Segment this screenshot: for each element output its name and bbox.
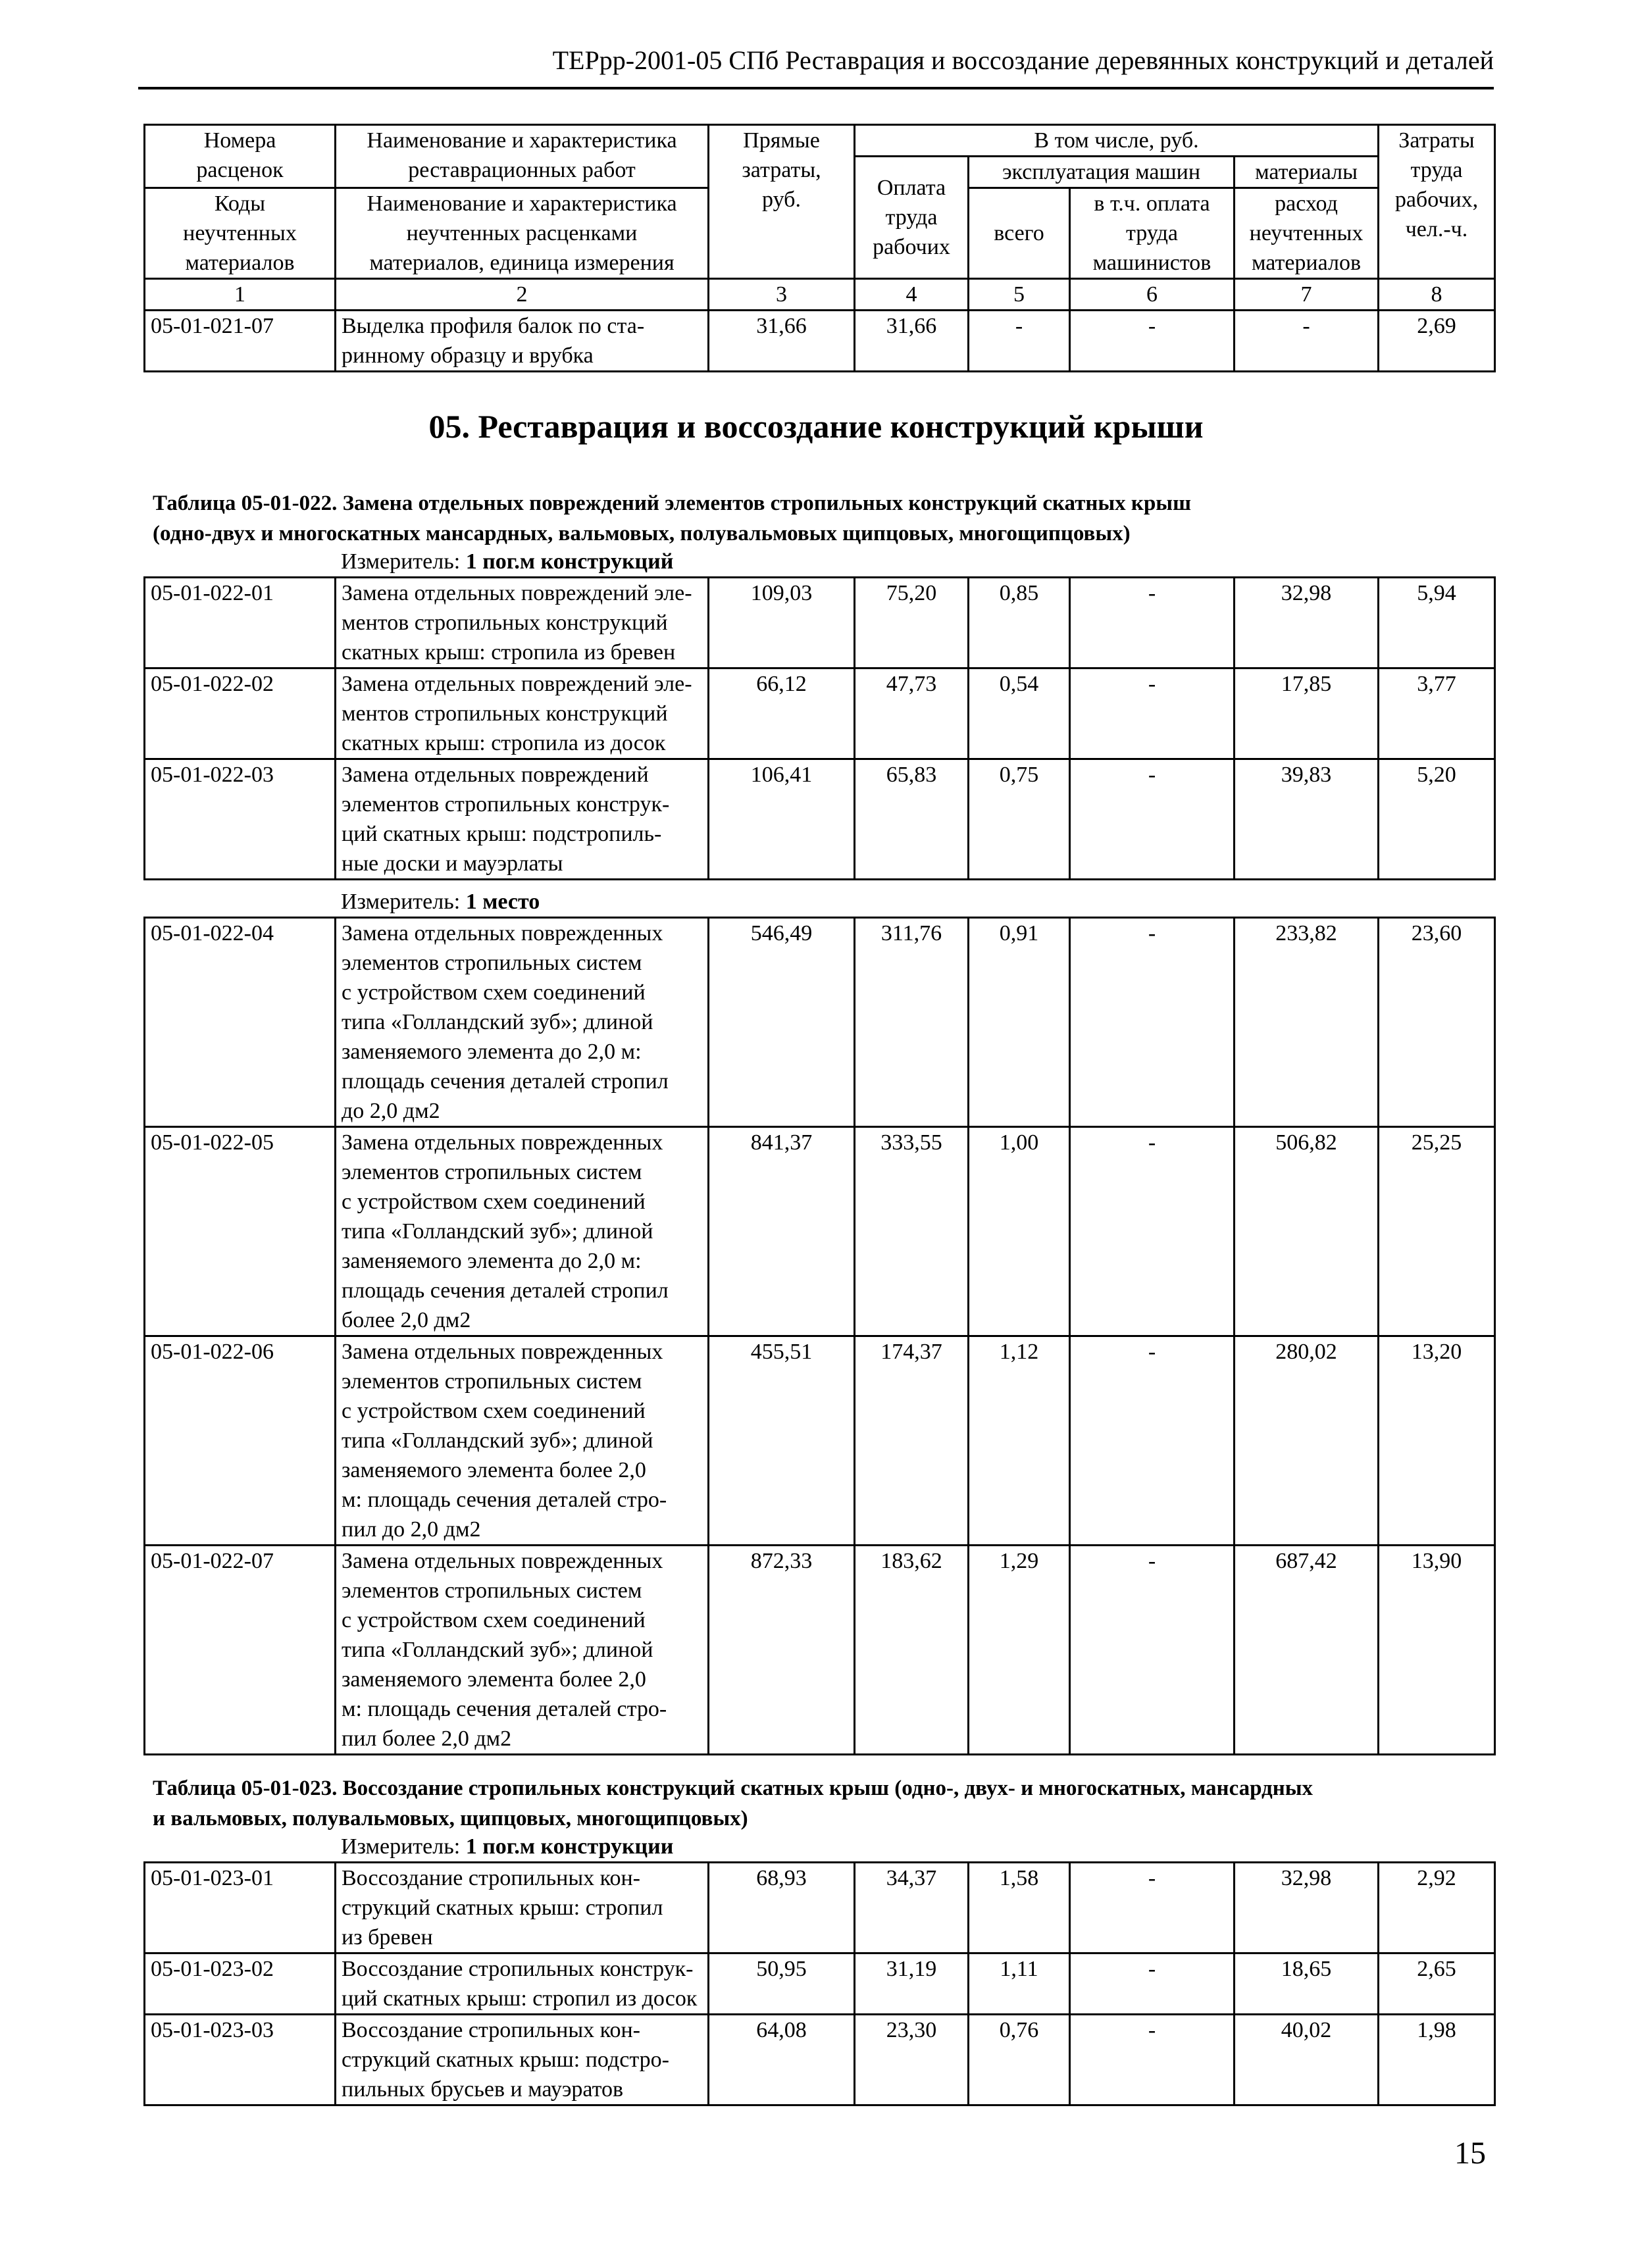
meter-022-2: Измеритель: 1 место (341, 890, 540, 914)
work-description: Воссоздание стропильных конструк- ций скатных крыш: стропил из досок (336, 1953, 709, 2015)
col1-bottom-header: Коды неучтенных материалов (145, 188, 336, 279)
direct-cell: 872,33 (709, 1546, 855, 1755)
hours-cell: 2,65 (1379, 1953, 1495, 2015)
labor-cell: 34,37 (855, 1863, 969, 1953)
labor-cell: 311,76 (855, 918, 969, 1127)
materials-cell: 280,02 (1235, 1336, 1379, 1546)
table-row (145, 1546, 1495, 1755)
rate-code: 05-01-022-02 (145, 668, 336, 759)
meter-023: Измеритель: 1 пог.м конструкции (341, 1834, 674, 1859)
table-row (145, 759, 1495, 880)
direct-cell: 64,08 (709, 2015, 855, 2105)
machines-total-cell: 1,12 (969, 1336, 1070, 1546)
page-number: 15 (1454, 2136, 1486, 2171)
direct-cell: 546,49 (709, 918, 855, 1127)
table-022-group1 (143, 576, 1496, 880)
direct-cell: 841,37 (709, 1127, 855, 1336)
labor-cell: 333,55 (855, 1127, 969, 1336)
machines-total-cell: 0,76 (969, 2015, 1070, 2105)
work-description: Замена отдельных повреждений эле- ментов стропильных конструкций скатных крыш: стропила из бревен (336, 578, 709, 668)
materials-cell: 506,82 (1235, 1127, 1379, 1336)
direct-cell: 106,41 (709, 759, 855, 880)
machines-total-cell: 0,54 (969, 668, 1070, 759)
machinist-pay-cell: - (1070, 759, 1235, 880)
work-description: Замена отдельных поврежденных элементов стропильных систем с устройством схем соединений типа «Голландский зуб»; длиной заменяемого элемента до 2,0 м: площадь сечения деталей стропил до 2,0 дм2 (336, 918, 709, 1127)
running-header: ТЕРрр-2001-05 СПб Реставрация и воссоздание деревянных конструкций и деталей (552, 45, 1494, 75)
table-023 (143, 1861, 1496, 2106)
machines-total-cell: 0,75 (969, 759, 1070, 880)
machines-total-cell: 0,91 (969, 918, 1070, 1127)
column-numbers-row: 1 2 3 4 5 6 7 8 (145, 279, 1495, 311)
rate-code: 05-01-022-06 (145, 1336, 336, 1546)
labor-cell: 47,73 (855, 668, 969, 759)
table-row (145, 1336, 1495, 1546)
machinist-pay-cell: - (1070, 1863, 1235, 1953)
machinist-pay-cell: - (1070, 668, 1235, 759)
direct-cell: 455,51 (709, 1336, 855, 1546)
machines-total-cell: 0,85 (969, 578, 1070, 668)
direct-cell: 50,95 (709, 1953, 855, 2015)
materials-cell: 18,65 (1235, 1953, 1379, 2015)
table-row: 05-01-021-07 Выделка профиля балок по ста- ринному образцу и врубка 31,66 31,66 - - - 2,69 (145, 311, 1495, 372)
table-row (145, 918, 1495, 1127)
work-description: Воссоздание стропильных кон- струкций скатных крыш: стропил из бревен (336, 1863, 709, 1953)
col2-top-header: Наименование и характеристика реставрационных работ (336, 125, 709, 188)
col2-bottom-header: Наименование и характеристика неучтенных расценками материалов, единица измерения (336, 188, 709, 279)
unaccounted-materials-header: расход неучтенных материалов (1235, 188, 1379, 279)
materials-cell: 17,85 (1235, 668, 1379, 759)
machines-total-header: всего (969, 188, 1070, 279)
machines-total-cell: 1,58 (969, 1863, 1070, 1953)
worker-pay-header: Оплата труда рабочих (855, 157, 969, 279)
direct-cell: 109,03 (709, 578, 855, 668)
labor-cell: 174,37 (855, 1336, 969, 1546)
hours-cell: 23,60 (1379, 918, 1495, 1127)
labor-cell: 23,30 (855, 2015, 969, 2105)
rate-code: 05-01-023-02 (145, 1953, 336, 2015)
table-row (145, 1127, 1495, 1336)
col1-top-header: Номера расценок (145, 125, 336, 188)
rate-code: 05-01-022-04 (145, 918, 336, 1127)
labor-cell: 183,62 (855, 1546, 969, 1755)
labor-hours-header: Затраты труда рабочих, чел.-ч. (1379, 125, 1495, 279)
work-description: Замена отдельных поврежденных элементов стропильных систем с устройством схем соединений типа «Голландский зуб»; длиной заменяемого элемента более 2,0 м: площадь сечения деталей стро- пил более 2,0 дм2 (336, 1546, 709, 1755)
hours-cell: 2,92 (1379, 1863, 1495, 1953)
work-description: Замена отдельных повреждений эле- ментов стропильных конструкций скатных крыш: стропила из досок (336, 668, 709, 759)
machines-total-cell: 1,00 (969, 1127, 1070, 1336)
machinist-pay-cell: - (1070, 578, 1235, 668)
materials-cell: 32,98 (1235, 1863, 1379, 1953)
materials-header: материалы (1235, 157, 1379, 188)
work-description: Замена отдельных поврежденных элементов стропильных систем с устройством схем соединений типа «Голландский зуб»; длиной заменяемого элемента до 2,0 м: площадь сечения деталей стропил более 2,0 дм2 (336, 1127, 709, 1336)
machinist-pay-cell: - (1070, 1127, 1235, 1336)
hours-cell: 13,20 (1379, 1336, 1495, 1546)
table-022-caption: Таблица 05-01-022. Замена отдельных повреждений элементов стропильных конструкций скатных крыш (одно-двух и многоскатных мансардных, вальмовых, полувальмовых щипцовых, многощипцовых) (153, 491, 1191, 545)
hours-cell: 3,77 (1379, 668, 1495, 759)
machinist-pay-cell: - (1070, 918, 1235, 1127)
work-description: Воссоздание стропильных кон- струкций скатных крыш: подстро- пильных брусьев и мауэратов (336, 2015, 709, 2105)
machinist-pay-cell: - (1070, 1953, 1235, 2015)
direct-costs-header: Прямые затраты, руб. (709, 125, 855, 279)
machinist-pay-header: в т.ч. оплата труда машинистов (1070, 188, 1235, 279)
direct-cell: 66,12 (709, 668, 855, 759)
table-row (145, 2015, 1495, 2105)
machines-header: эксплуатация машин (969, 157, 1235, 188)
machinist-pay-cell: - (1070, 2015, 1235, 2105)
rate-code: 05-01-022-07 (145, 1546, 336, 1755)
materials-cell: 40,02 (1235, 2015, 1379, 2105)
hours-cell: 5,94 (1379, 578, 1495, 668)
machinist-pay-cell: - (1070, 1336, 1235, 1546)
materials-cell: 32,98 (1235, 578, 1379, 668)
meter-022-1: Измеритель: 1 пог.м конструкций (341, 549, 674, 574)
machinist-pay-cell: - (1070, 1546, 1235, 1755)
table-row (145, 668, 1495, 759)
labor-cell: 65,83 (855, 759, 969, 880)
hours-cell: 13,90 (1379, 1546, 1495, 1755)
hours-cell: 5,20 (1379, 759, 1495, 880)
machines-total-cell: 1,11 (969, 1953, 1070, 2015)
hours-cell: 25,25 (1379, 1127, 1495, 1336)
table-022-group2 (143, 917, 1496, 1755)
rate-code: 05-01-023-01 (145, 1863, 336, 1953)
hours-cell: 1,98 (1379, 2015, 1495, 2105)
materials-cell: 39,83 (1235, 759, 1379, 880)
machines-total-cell: 1,29 (969, 1546, 1070, 1755)
labor-cell: 75,20 (855, 578, 969, 668)
in-total-group-header: В том числе, руб. (855, 125, 1379, 157)
materials-cell: 233,82 (1235, 918, 1379, 1127)
labor-cell: 31,19 (855, 1953, 969, 2015)
table-row (145, 578, 1495, 668)
materials-cell: 687,42 (1235, 1546, 1379, 1755)
work-description: Замена отдельных поврежденных элементов стропильных систем с устройством схем соединений типа «Голландский зуб»; длиной заменяемого элемента более 2,0 м: площадь сечения деталей стро- пил до 2,0 дм2 (336, 1336, 709, 1546)
rate-code: 05-01-023-03 (145, 2015, 336, 2105)
rate-code: 05-01-022-05 (145, 1127, 336, 1336)
direct-cell: 68,93 (709, 1863, 855, 1953)
table-row (145, 1953, 1495, 2015)
table-023-caption: Таблица 05-01-023. Воссоздание стропильных конструкций скатных крыш (одно-, двух- и многоскатных, мансардных и вальмовых, полувальмовых, щипцовых, многощипцовых) (153, 1777, 1313, 1830)
work-description: Замена отдельных повреждений элементов стропильных конструк- ций скатных крыш: подстропиль- ные доски и мауэрлаты (336, 759, 709, 880)
header-rule (138, 87, 1494, 89)
section-title: 05. Реставрация и воссоздание конструкций крыши (428, 408, 1204, 445)
header-table (143, 124, 1496, 372)
rate-code: 05-01-022-03 (145, 759, 336, 880)
table-row (145, 1863, 1495, 1953)
rate-code: 05-01-022-01 (145, 578, 336, 668)
